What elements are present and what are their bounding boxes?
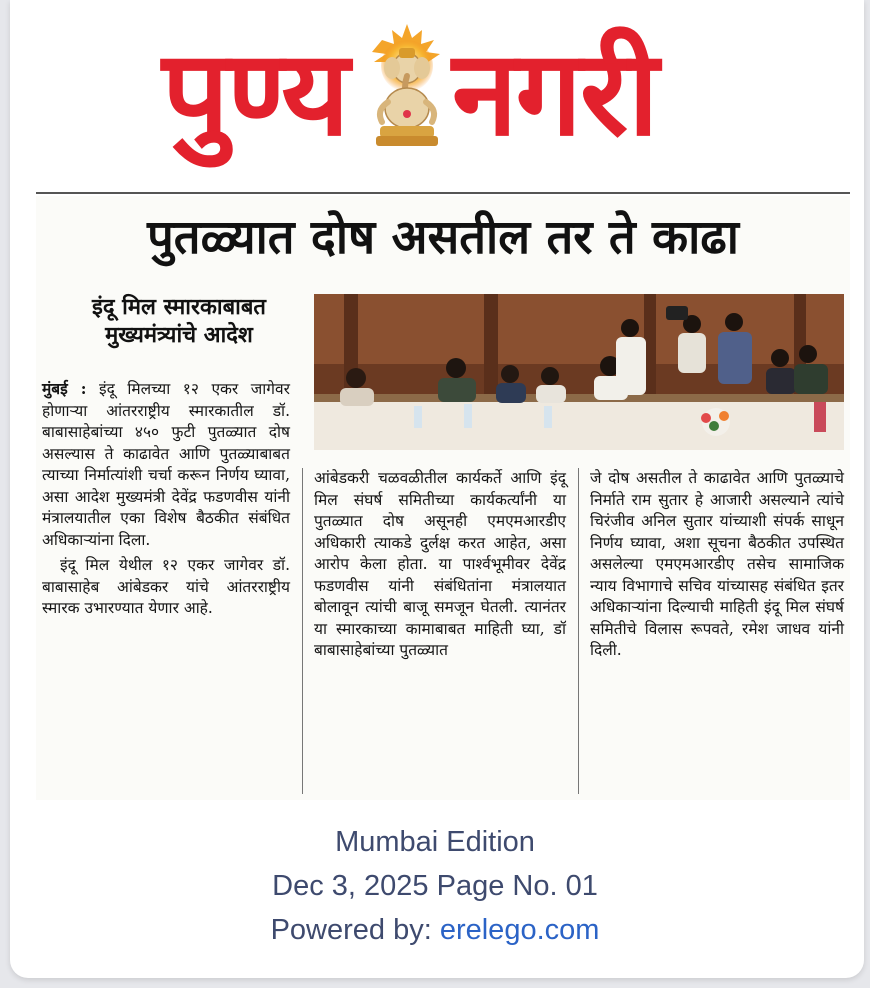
- article-column-1: [42, 378, 290, 620]
- powered-by-line: [0, 914, 870, 947]
- article-column-3: जे दोष असतील ते काढावेत आणि पुतळ्याचे निर्माते राम सुतार हे आजारी असल्याने त्यांचे चिरंजीव अनिल सुतार यांच्याशी संपर्क साधून निर्णय घ्यावा, अशा सूचना बैठकीत उपस्थित असलेल्या एमएमआरडीए तसेच सामाजिक न्याय विभागाचे सचिव यांच्यासह संबंधित इतर अधिकाऱ्यांना दिल्याची माहिती इंदू मिल संघर्ष समितीचे विलास रूपवते, रमेश जाधव यांनी दिली.: [590, 469, 844, 659]
- column-divider: [578, 468, 579, 794]
- edition-label: Mumbai Edition: [335, 826, 535, 858]
- date-page-label: Dec 3, 2025 Page No. 01: [272, 870, 598, 902]
- masthead-right-word: नगरी: [452, 24, 657, 162]
- article-dateline: मुंबई :: [42, 379, 87, 398]
- masthead-left-word: पुण्य: [162, 24, 348, 162]
- subhead-line-1: इंदू मिल स्मारकाबाबत: [92, 295, 266, 320]
- article-paragraph-1: [42, 378, 290, 551]
- subhead-line-2: मुख्यमंत्र्यांचे आदेश: [105, 323, 253, 348]
- article-paragraph-2: इंदू मिल येथील १२ एकर जागेवर डॉ. बाबासाहेब आंबेडकर यांचे आंतरराष्ट्रीय स्मारक उभारण्यात येणार आहे.: [42, 556, 290, 617]
- article-headline: पुतळ्यात दोष असतील तर ते काढा: [147, 210, 739, 265]
- article-paragraph-1-text: इंदू मिलच्या १२ एकर जागेवर होणाऱ्या आंतरराष्ट्रीय स्मारकातील डॉ. बाबासाहेबांच्या ४५० फुटी पुतळ्यात दोष असल्यास ते काढावेत आणि पुतळ्याबाबत त्याच्या निर्मात्यांशी चर्चा करून निर्णय घ्यावा, असा आदेश मुख्यमंत्री देवेंद्र फडणवीस यांनी मंत्रालयातील एका विशेष बैठकीत संबंधित अधिकाऱ्यांना दिला.: [42, 380, 290, 549]
- article-subheadline: [44, 294, 314, 350]
- meeting-photo: [314, 294, 844, 450]
- news-clipping: [36, 196, 850, 800]
- newspaper-masthead: [0, 0, 870, 190]
- column-divider: [302, 468, 303, 794]
- masthead-divider: [36, 192, 850, 194]
- erelego-link[interactable]: erelego.com: [439, 914, 600, 946]
- powered-by-label: Powered by:: [270, 914, 440, 946]
- ganesha-idol-emblem-icon: [366, 22, 448, 150]
- article-column-2: आंबेडकरी चळवळीतील कार्यकर्ते आणि इंदू मिल संघर्ष समितीच्या कार्यकर्त्यांनी या पुतळ्यात दोष असूनही एमएमआरडीए अधिकारी त्याकडे दुर्लक्ष करत आहेत, असा आरोप केला होता. या पार्श्वभूमीवर देवेंद्र फडणवीस यांनी संबंधितांना मंत्रालयात बोलावून त्यांची बाजू समजून घेतली. त्यानंतर या स्मारकाच्या कामाबाबत माहिती घ्या, डॉ बाबासाहेबांच्या पुतळ्यात: [314, 469, 566, 659]
